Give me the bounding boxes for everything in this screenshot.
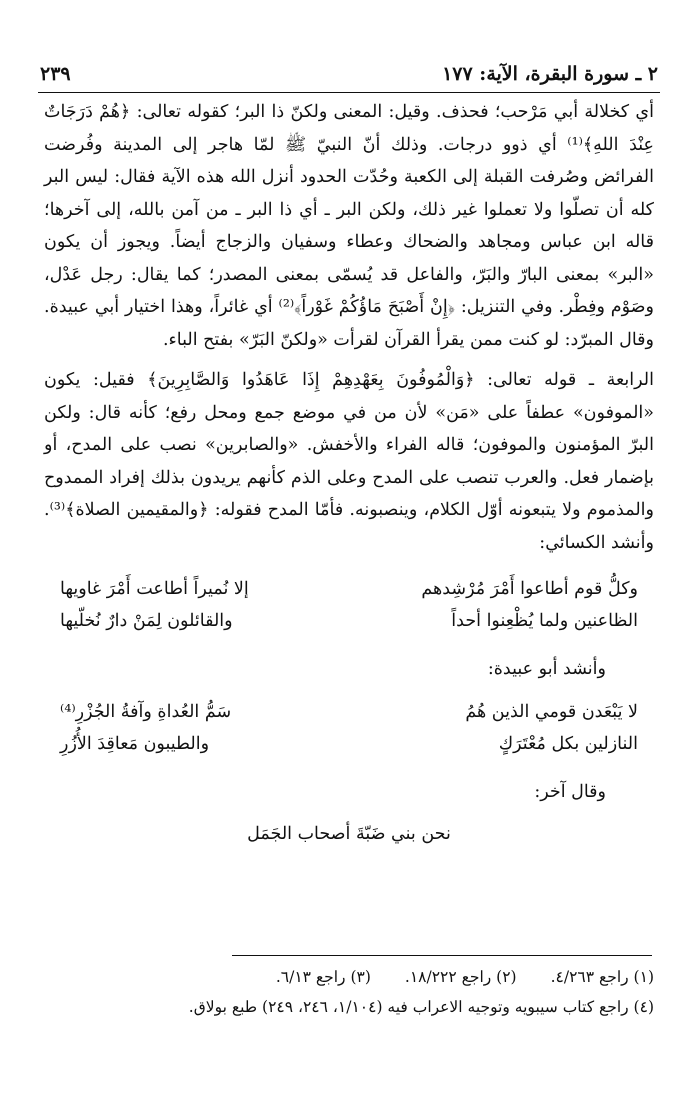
footnote-row — [44, 962, 654, 992]
paragraph-1: أي كخلالة أبي مَرْحب؛ فحذف. وقيل: المعنى ولكنّ ذا البر؛ كقوله تعالى: ﴿هُمْ دَرَجَاتٌ عِنْدَ اللهِ﴾⁽¹⁾ أي ذوو درجات. وذلك أنّ النبيّ ﷺ لمّا هاجر إلى المدينة وفُرضت الفرائض وصُرفت القبلة إلى الكعبة وحُدّت الحدود أنزل الله هذه الآية فقال: ليس البر كله أن تصلّوا ولا تعملوا غير ذلك، ولكن البر ـ أي ذا البر ـ من آمن بالله، إلى آخرها؛ قاله ابن عباس ومجاهد والضحاك وعطاء وسفيان والزجاج أيضاً. ويجوز أن يكون «البر» بمعنى البارّ والبَرّ، والفاعل قد يُسمّى بمعنى المصدر؛ كما يقال: رجل عَدْل، وصَوْم وفِطْر. وفي التنزيل: ﴿إِنْ أَصْبَحَ مَاؤُكُمْ غَوْراً﴾⁽²⁾ أي غائراً، وهذا اختيار أبي عبيدة. وقال المبرّد: لو كنت ممن يقرأ القرآن لقرأت «ولكنّ البَرّ» بفتح الباء. — [44, 102, 654, 350]
poem-kisai — [44, 573, 654, 637]
header-rule — [38, 92, 660, 93]
verse-hemistich: وكلُّ قوم أطاعوا أَمْرَ مُرْشِدهم — [421, 579, 638, 599]
footnote-3: (٣) راجع ٦/١٣. — [275, 968, 371, 986]
page-number: ٢٣٩ — [40, 63, 71, 85]
main-text — [44, 96, 654, 859]
paragraph-2: الرابعة ـ قوله تعالى: ﴿وَالْمُوفُونَ بِعَهْدِهِمْ إِذَا عَاهَدُوا وَالصَّابِرِينَ﴾ فقيل: يكون «الموفون» عطفاً على «مَن» لأن من في موضع جمع ومحل رفع؛ كأنه قال: ولكن البرّ المؤمنون والموفون؛ قاله الفراء والأخفش. «والصابرين» نصب على المدح، أو بإضمار فعل. والعرب تنصب على المدح وعلى الذم كأنهم يريدون بذلك إفراد الممدوح والمذموم ولا يتبعونه أوّل الكلام، وينصبونه. فأمّا المدح فقوله: ﴿والمقيمين الصلاة﴾⁽³⁾. وأنشد الكسائي: — [44, 370, 654, 553]
verse-hemistich: سَمُّ العُداةِ وآفةُ الجُزْرِ⁽⁴⁾ — [60, 701, 232, 722]
verse-hemistich: والقائلون لِمَنْ دارٌ نُخلّيها — [60, 611, 233, 631]
page-header — [40, 58, 658, 90]
verse-hemistich: الظاعنين ولما يُظْعِنوا أحداً — [451, 611, 638, 631]
footnote-rule — [232, 955, 652, 956]
footnote-4: (٤) راجع كتاب سيبويه وتوجيه الاعراب فيه (١/١٠٤، ٢٤٦، ٢٤٩) طبع بولاق. — [188, 998, 654, 1016]
single-verse: نحن بني ضَبّةَ أصحاب الجَمَل — [247, 824, 451, 844]
poem-abu-ubayda — [44, 696, 654, 760]
footnote-2: (٢) راجع ١٨/٢٢٢. — [404, 968, 517, 986]
footnotes — [44, 962, 654, 1022]
verse-hemistich: النازلين بكل مُعْتَرَكٍ — [498, 733, 638, 754]
poem-intro-other: وقال آخر: — [534, 781, 606, 802]
verse-hemistich: والطيبون مَعاقِدَ الأُزُرِ — [60, 733, 210, 754]
footnote-1: (١) راجع ٤/٢٦٣. — [550, 968, 654, 986]
poem-intro-abu-ubayda: وأنشد أبو عبيدة: — [487, 659, 606, 679]
verse-hemistich: لا يَبْعَدن قومي الذين هُمُ — [465, 701, 638, 722]
verse-hemistich: إلا نُميراً أطاعت أَمْرَ غاويها — [60, 579, 249, 599]
running-title: ٢ ـ سورة البقرة، الآية: ١٧٧ — [442, 63, 658, 85]
